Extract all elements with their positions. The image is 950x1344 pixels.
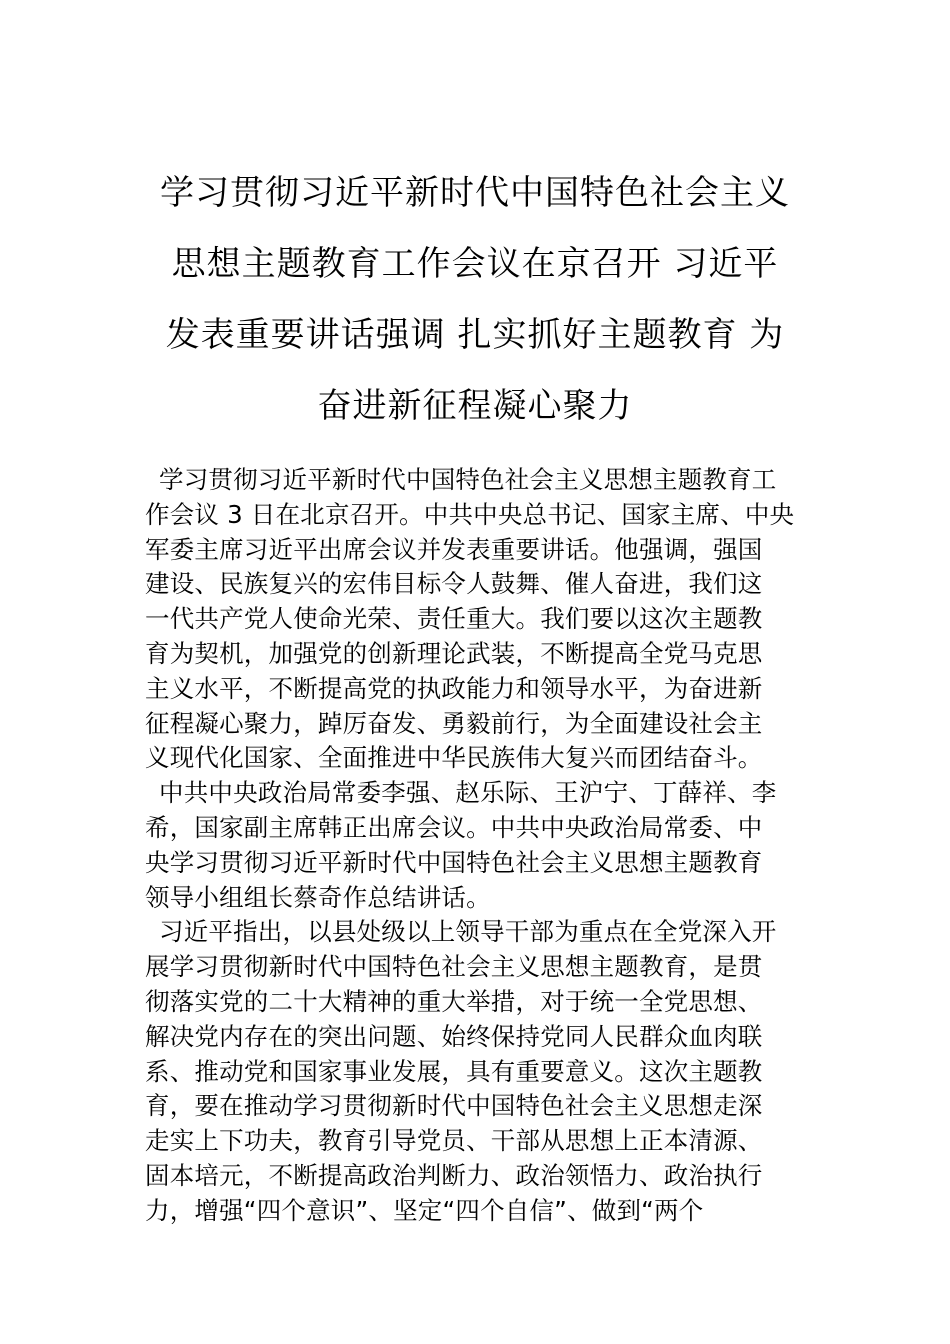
paragraph-line: 建设、民族复兴的宏伟目标令人鼓舞、催人奋进，我们这 <box>145 569 763 599</box>
paragraph-line: 作会议 3 日在北京召开。中共中央总书记、国家主席、中央 <box>145 499 795 529</box>
paragraph-line: 主义水平，不断提高党的执政能力和领导水平，为奋进新 <box>145 673 763 703</box>
paragraph-line: 走实上下功夫，教育引导党员、干部从思想上正本清源、 <box>145 1126 763 1156</box>
paragraph-line: 育为契机，加强党的创新理论武装，不断提高全党马克思 <box>145 638 763 668</box>
title-line: 思想主题教育工作会议在京召开 习近平 <box>171 244 779 284</box>
paragraph-line: 一代共产党人使命光荣、责任重大。我们要以这次主题教 <box>145 604 763 634</box>
document-title <box>140 158 810 442</box>
title-line: 奋进新征程凝心聚力 <box>317 386 633 426</box>
paragraph-line: 育，要在推动学习贯彻新时代中国特色社会主义思想走深 <box>145 1091 763 1121</box>
paragraph-1 <box>145 463 810 776</box>
paragraph-line: 力，增强“四个意识”、坚定“四个自信”、做到“两个 <box>145 1195 704 1225</box>
title-line: 发表重要讲话强调 扎实抓好主题教育 为 <box>165 315 785 355</box>
article-body <box>145 463 810 1229</box>
paragraph-line: 学习贯彻习近平新时代中国特色社会主义思想主题教育工 <box>159 465 777 494</box>
paragraph-line: 彻落实党的二十大精神的重大举措，对于统一全党思想、 <box>145 986 763 1016</box>
title-line: 学习贯彻习近平新时代中国特色社会主义 <box>160 173 790 213</box>
paragraph-line: 系、推动党和国家事业发展，具有重要意义。这次主题教 <box>145 1056 763 1086</box>
paragraph-line: 征程凝心聚力，踔厉奋发、勇毅前行，为全面建设社会主 <box>145 708 763 738</box>
paragraph-line: 展学习贯彻新时代中国特色社会主义思想主题教育，是贯 <box>145 952 763 982</box>
paragraph-line: 央学习贯彻习近平新时代中国特色社会主义思想主题教育 <box>145 847 763 877</box>
paragraph-line: 中共中央政治局常委李强、赵乐际、王沪宁、丁薛祥、李 <box>159 778 777 808</box>
paragraph-line: 义现代化国家、全面推进中华民族伟大复兴而团结奋斗。 <box>145 743 763 773</box>
paragraph-line: 军委主席习近平出席会议并发表重要讲话。他强调，强国 <box>145 534 763 564</box>
paragraph-line: 解决党内存在的突出问题、始终保持党同人民群众血肉联 <box>145 1021 763 1051</box>
paragraph-3 <box>145 915 810 1228</box>
paragraph-line: 领导小组组长蔡奇作总结讲话。 <box>145 882 491 912</box>
paragraph-line: 希，国家副主席韩正出席会议。中共中央政治局常委、中 <box>145 812 763 842</box>
paragraph-line: 固本培元，不断提高政治判断力、政治领悟力、政治执行 <box>145 1160 763 1190</box>
paragraph-2 <box>145 776 810 915</box>
paragraph-line: 习近平指出，以县处级以上领导干部为重点在全党深入开 <box>159 917 777 947</box>
